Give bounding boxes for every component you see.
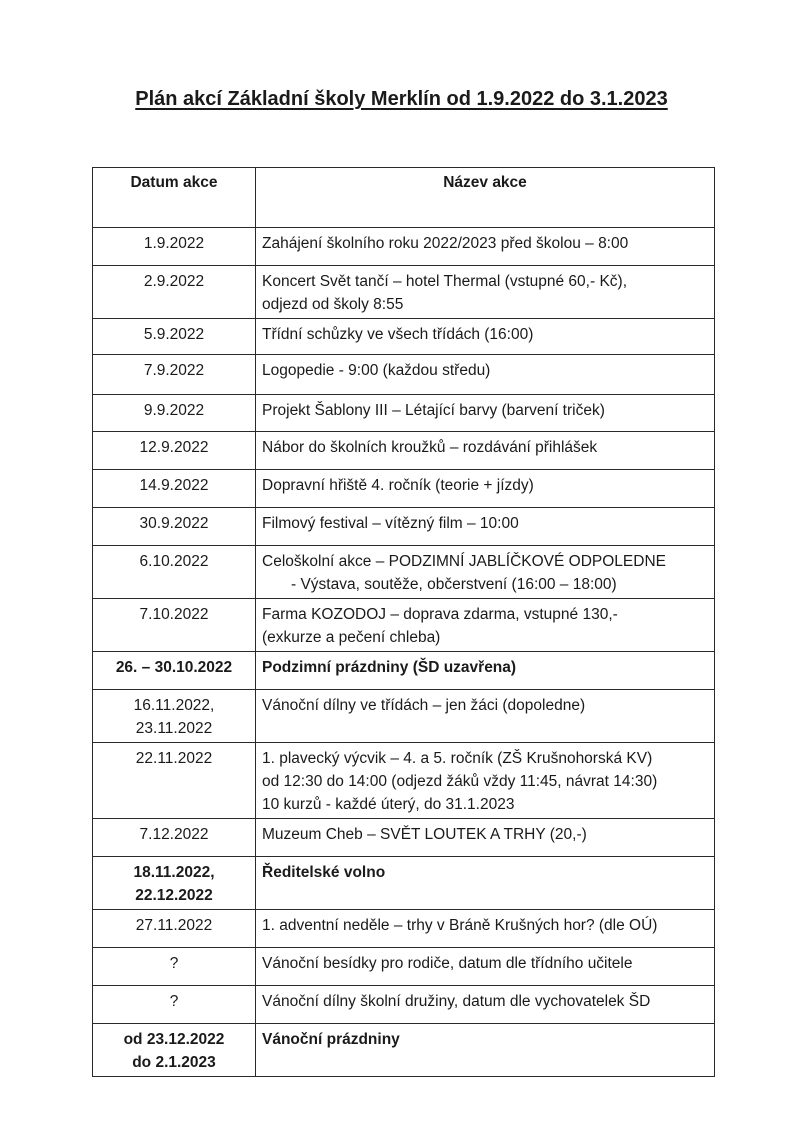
event-date-line: 22.11.2022 <box>135 750 213 767</box>
table-row <box>93 1024 715 1077</box>
event-name-line: Celoškolní akce – PODZIMNÍ JABLÍČKOVÉ ODPOLEDNE <box>262 553 666 570</box>
event-date-line: 7.12.2022 <box>139 826 209 843</box>
event-name <box>256 355 715 395</box>
event-date <box>93 1024 256 1077</box>
event-name-line: odjezd od školy 8:55 <box>262 296 404 313</box>
event-name-line: Zahájení školního roku 2022/2023 před školou – 8:00 <box>262 235 629 252</box>
event-name-line: Projekt Šablony III – Létající barvy (barvení triček) <box>262 402 605 419</box>
event-name-line: Logopedie - 9:00 (každou středu) <box>262 362 491 379</box>
event-name-line: Nábor do školních kroužků – rozdávání přihlášek <box>262 439 598 456</box>
header-name: Název akce <box>256 168 715 228</box>
event-name-line: (exkurze a pečení chleba) <box>262 629 441 646</box>
event-date <box>93 652 256 690</box>
event-date-line: 27.11.2022 <box>135 917 213 934</box>
event-name-line: Třídní schůzky ve všech třídách (16:00) <box>262 326 534 343</box>
event-name <box>256 546 715 599</box>
event-date-line: 9.9.2022 <box>143 402 205 419</box>
event-date-line: do 2.1.2023 <box>132 1054 216 1071</box>
event-date <box>93 355 256 395</box>
event-name-line: Dopravní hřiště 4. ročník (teorie + jízdy) <box>262 477 534 494</box>
event-name-line: Podzimní prázdniny (ŠD uzavřena) <box>262 659 517 676</box>
event-name <box>256 690 715 743</box>
event-name-line: 1. plavecký výcvik – 4. a 5. ročník (ZŠ Krušnohorská KV) <box>262 750 653 767</box>
event-date-line: 2.9.2022 <box>143 273 205 290</box>
event-name-line: Filmový festival – vítězný film – 10:00 <box>262 515 519 532</box>
event-name-line: od 12:30 do 14:00 (odjezd žáků vždy 11:45, návrat 14:30) <box>262 773 658 790</box>
table-body <box>93 228 715 1077</box>
table-row <box>93 857 715 910</box>
event-date-line: 5.9.2022 <box>143 326 205 343</box>
event-name <box>256 819 715 857</box>
event-name <box>256 743 715 819</box>
event-date <box>93 395 256 432</box>
header-date: Datum akce <box>93 168 256 228</box>
event-name-line: Vánoční besídky pro rodiče, datum dle třídního učitele <box>262 955 633 972</box>
table-row <box>93 743 715 819</box>
table-row <box>93 266 715 319</box>
event-date-line: ? <box>169 955 179 972</box>
event-name <box>256 1024 715 1077</box>
event-date <box>93 986 256 1024</box>
event-name-line: Vánoční dílny školní družiny, datum dle vychovatelek ŠD <box>262 993 651 1010</box>
event-date-line: 1.9.2022 <box>143 235 205 252</box>
table-row <box>93 432 715 470</box>
table-row <box>93 228 715 266</box>
event-name <box>256 319 715 355</box>
event-name-line: Vánoční dílny ve třídách – jen žáci (dopoledne) <box>262 697 586 714</box>
table-row <box>93 508 715 546</box>
event-name <box>256 948 715 986</box>
event-date-line: 7.10.2022 <box>139 606 209 623</box>
event-name-line: Vánoční prázdniny <box>262 1031 400 1048</box>
event-date <box>93 857 256 910</box>
event-name <box>256 910 715 948</box>
event-date <box>93 228 256 266</box>
event-date <box>93 743 256 819</box>
event-name-line: 1. adventní neděle – trhy v Bráně Krušných hor? (dle OÚ) <box>262 917 658 934</box>
event-date-line: 7.9.2022 <box>143 362 205 379</box>
event-date <box>93 910 256 948</box>
page-title-text: Plán akcí Základní školy Merklín od 1.9.2022 do 3.1.2023 <box>135 88 668 110</box>
event-date <box>93 690 256 743</box>
event-date-line: 23.11.2022 <box>135 720 213 737</box>
event-date <box>93 432 256 470</box>
table-row <box>93 319 715 355</box>
event-date-line: 30.9.2022 <box>139 515 209 532</box>
event-date <box>93 599 256 652</box>
event-name-line: - Výstava, soutěže, občerstvení (16:00 – 18:00) <box>291 576 617 593</box>
table-row <box>93 470 715 508</box>
event-name <box>256 652 715 690</box>
event-date-line: 12.9.2022 <box>139 439 209 456</box>
table-header-row <box>93 168 715 228</box>
table-row <box>93 599 715 652</box>
event-date-line: 14.9.2022 <box>139 477 209 494</box>
event-date <box>93 948 256 986</box>
event-date <box>93 819 256 857</box>
table-row <box>93 395 715 432</box>
table-row <box>93 355 715 395</box>
event-date-line: od 23.12.2022 <box>123 1031 225 1048</box>
event-date-line: ? <box>169 993 179 1010</box>
event-name-line: 10 kurzů - každé úterý, do 31.1.2023 <box>262 796 515 813</box>
page-title <box>0 88 803 111</box>
event-date <box>93 266 256 319</box>
event-name <box>256 857 715 910</box>
event-name <box>256 508 715 546</box>
event-date <box>93 546 256 599</box>
event-date-line: 16.11.2022, <box>133 697 215 714</box>
event-name-line: Muzeum Cheb – SVĚT LOUTEK A TRHY (20,-) <box>262 826 587 843</box>
table-row <box>93 986 715 1024</box>
event-date <box>93 508 256 546</box>
event-name <box>256 266 715 319</box>
event-name <box>256 432 715 470</box>
table-row <box>93 690 715 743</box>
table-row <box>93 948 715 986</box>
table-row <box>93 652 715 690</box>
event-name <box>256 470 715 508</box>
events-table <box>92 167 715 1077</box>
table-row <box>93 819 715 857</box>
event-name <box>256 395 715 432</box>
event-date-line: 22.12.2022 <box>135 887 213 904</box>
event-name <box>256 228 715 266</box>
event-name-line: Ředitelské volno <box>262 864 386 881</box>
event-date-line: 26. – 30.10.2022 <box>115 659 233 676</box>
event-date <box>93 470 256 508</box>
table-row <box>93 910 715 948</box>
event-date <box>93 319 256 355</box>
event-date-line: 6.10.2022 <box>139 553 209 570</box>
event-name-line: Farma KOZODOJ – doprava zdarma, vstupné 130,- <box>262 606 618 623</box>
event-name <box>256 599 715 652</box>
table-row <box>93 546 715 599</box>
event-date-line: 18.11.2022, <box>133 864 215 881</box>
event-name <box>256 986 715 1024</box>
event-name-line: Koncert Svět tančí – hotel Thermal (vstupné 60,- Kč), <box>262 273 627 290</box>
